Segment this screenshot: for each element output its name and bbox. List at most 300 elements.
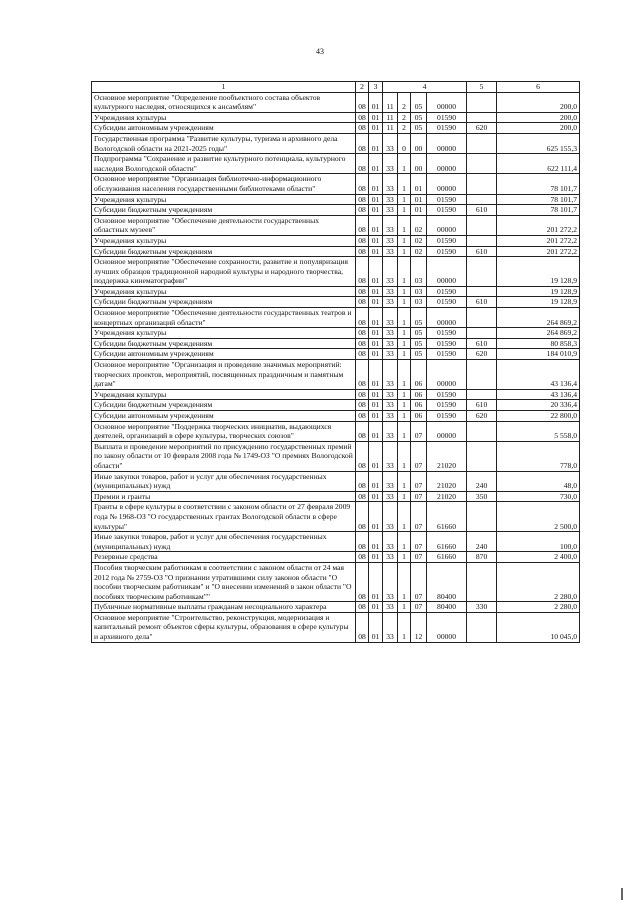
code-subsection: 01 [369, 602, 383, 613]
code-subsection: 01 [369, 421, 383, 441]
amount: 43 136,4 [497, 360, 580, 390]
code-subsection: 01 [369, 123, 383, 134]
table-header-row [92, 82, 580, 93]
table-row [92, 400, 580, 411]
table-row [92, 215, 580, 235]
item-name: Субсидии автономным учреждениям [92, 349, 356, 360]
table-row [92, 421, 580, 441]
code-expense-type: 870 [467, 552, 497, 563]
code-direction: 00000 [427, 174, 467, 194]
amount: 200,0 [497, 92, 580, 112]
item-name: Государственная программа "Развитие культуры, туризма и архивного дела Вологодской области на 2021-2025 годы" [92, 133, 356, 153]
code-direction: 61660 [427, 502, 467, 532]
item-name: Учреждения культуры [92, 112, 356, 123]
table-row [92, 602, 580, 613]
item-name: Пособия творческим работникам в соответствии с законом области от 24 мая 2012 года № 2759-ОЗ "О признании утратившими силу законов области "О пособии творческим работникам" и "О внесении изменений в закон области "О пособиях творческим работникам"" [92, 562, 356, 601]
table-row [92, 502, 580, 532]
code-expense-type [467, 235, 497, 246]
code-activity: 02 [411, 215, 427, 235]
code-activity: 07 [411, 502, 427, 532]
code-program: 33 [383, 491, 398, 502]
amount: 200,0 [497, 123, 580, 134]
code-expense-type: 610 [467, 400, 497, 411]
code-program: 33 [383, 215, 398, 235]
table-row [92, 154, 580, 174]
amount: 2 400,0 [497, 552, 580, 563]
code-expense-type [467, 612, 497, 642]
code-program: 33 [383, 400, 398, 411]
code-program: 33 [383, 411, 398, 422]
item-name: Субсидии автономным учреждениям [92, 123, 356, 134]
code-program: 33 [383, 297, 398, 308]
item-name: Учреждения культуры [92, 389, 356, 400]
code-activity: 02 [411, 235, 427, 246]
item-name: Выплата и проведение мероприятий по присуждению государственных премий по закону области от 10 февраля 2008 года № 1749-ОЗ "О премиях Вологодской области" [92, 441, 356, 471]
code-activity: 03 [411, 257, 427, 287]
code-activity: 06 [411, 389, 427, 400]
item-name: Субсидии автономным учреждениям [92, 411, 356, 422]
code-section: 08 [356, 612, 369, 642]
item-name: Основное мероприятие "Обеспечение сохранности, развитие и популяризация лучших образцов традиционной народной культуры и народного творчества, поддержка кинематографии" [92, 257, 356, 287]
code-subprogram: 1 [398, 174, 411, 194]
page-number: 43 [316, 47, 324, 56]
code-subprogram: 1 [398, 194, 411, 205]
amount: 778,0 [497, 441, 580, 471]
code-section: 08 [356, 123, 369, 134]
code-section: 08 [356, 389, 369, 400]
amount: 625 155,3 [497, 133, 580, 153]
table-row [92, 112, 580, 123]
code-expense-type [467, 112, 497, 123]
code-subprogram: 1 [398, 308, 411, 328]
code-direction: 01590 [427, 112, 467, 123]
amount: 80 858,3 [497, 338, 580, 349]
code-activity: 03 [411, 297, 427, 308]
code-program: 33 [383, 421, 398, 441]
item-name: Субсидии бюджетным учреждениям [92, 205, 356, 216]
table-row [92, 338, 580, 349]
code-program: 11 [383, 92, 398, 112]
table-row [92, 194, 580, 205]
code-subprogram: 1 [398, 411, 411, 422]
amount: 5 558,0 [497, 421, 580, 441]
code-section: 08 [356, 215, 369, 235]
code-subsection: 01 [369, 297, 383, 308]
header-cell: 4 [383, 82, 467, 93]
code-expense-type [467, 215, 497, 235]
code-activity: 05 [411, 308, 427, 328]
code-subsection: 01 [369, 205, 383, 216]
code-subsection: 01 [369, 400, 383, 411]
code-program: 33 [383, 441, 398, 471]
code-subsection: 01 [369, 552, 383, 563]
code-section: 08 [356, 491, 369, 502]
code-direction: 00000 [427, 612, 467, 642]
code-subprogram: 1 [398, 441, 411, 471]
code-direction: 00000 [427, 360, 467, 390]
code-expense-type: 330 [467, 602, 497, 613]
table-row [92, 491, 580, 502]
amount: 22 800,0 [497, 411, 580, 422]
code-activity: 05 [411, 92, 427, 112]
table-row [92, 257, 580, 287]
item-name: Основное мероприятие "Строительство, реконструкция, модернизация и капитальный ремонт объектов сферы культуры, образования в сфере культуры и архивного дела" [92, 612, 356, 642]
code-section: 08 [356, 257, 369, 287]
item-name: Подпрограмма "Сохранение и развитие культурного потенциала, культурного наследия Вологодской области" [92, 154, 356, 174]
code-program: 33 [383, 502, 398, 532]
code-subprogram: 2 [398, 112, 411, 123]
code-expense-type [467, 328, 497, 339]
item-name: Публичные нормативные выплаты гражданам несоциального характера [92, 602, 356, 613]
code-section: 08 [356, 133, 369, 153]
header-cell: 3 [369, 82, 383, 93]
code-activity: 07 [411, 441, 427, 471]
code-subprogram: 1 [398, 297, 411, 308]
code-expense-type: 240 [467, 471, 497, 491]
code-direction: 01590 [427, 297, 467, 308]
amount: 78 101,7 [497, 174, 580, 194]
header-cell: 6 [497, 82, 580, 93]
code-activity: 05 [411, 338, 427, 349]
code-expense-type: 610 [467, 205, 497, 216]
code-activity: 07 [411, 602, 427, 613]
code-program: 33 [383, 552, 398, 563]
code-subsection: 01 [369, 502, 383, 532]
table-row [92, 411, 580, 422]
code-direction: 01590 [427, 235, 467, 246]
code-expense-type [467, 502, 497, 532]
table-row [92, 389, 580, 400]
amount: 730,0 [497, 491, 580, 502]
code-program: 33 [383, 389, 398, 400]
table-row [92, 552, 580, 563]
code-direction: 01590 [427, 400, 467, 411]
code-subprogram: 1 [398, 471, 411, 491]
code-expense-type: 240 [467, 532, 497, 552]
amount: 264 869,2 [497, 308, 580, 328]
code-subprogram: 1 [398, 400, 411, 411]
code-section: 08 [356, 349, 369, 360]
code-program: 11 [383, 123, 398, 134]
amount: 19 128,9 [497, 257, 580, 287]
code-activity: 06 [411, 400, 427, 411]
code-subsection: 01 [369, 338, 383, 349]
code-program: 33 [383, 174, 398, 194]
table-row [92, 562, 580, 601]
scan-mark [621, 888, 623, 900]
code-direction: 01590 [427, 389, 467, 400]
code-section: 08 [356, 246, 369, 257]
code-direction: 00000 [427, 421, 467, 441]
code-subprogram: 0 [398, 133, 411, 153]
code-subprogram: 1 [398, 612, 411, 642]
code-direction: 00000 [427, 154, 467, 174]
code-activity: 02 [411, 246, 427, 257]
code-activity: 01 [411, 205, 427, 216]
code-subprogram: 1 [398, 246, 411, 257]
item-name: Гранты в сфере культуры в соответствии с законом области от 27 февраля 2009 года № 1968-ОЗ "О государственных грантах Вологодской области в сфере культуры" [92, 502, 356, 532]
code-subprogram: 1 [398, 257, 411, 287]
code-subsection: 01 [369, 471, 383, 491]
amount: 184 010,9 [497, 349, 580, 360]
code-subprogram: 1 [398, 349, 411, 360]
code-expense-type [467, 154, 497, 174]
code-expense-type [467, 360, 497, 390]
table-row [92, 328, 580, 339]
code-direction: 01590 [427, 205, 467, 216]
code-direction: 00000 [427, 308, 467, 328]
code-section: 08 [356, 562, 369, 601]
code-subprogram: 1 [398, 215, 411, 235]
code-expense-type [467, 389, 497, 400]
table-row [92, 123, 580, 134]
code-section: 08 [356, 174, 369, 194]
code-direction: 80400 [427, 562, 467, 601]
code-section: 08 [356, 411, 369, 422]
code-activity: 07 [411, 552, 427, 563]
code-program: 33 [383, 360, 398, 390]
table-row [92, 308, 580, 328]
code-program: 33 [383, 612, 398, 642]
amount: 201 272,2 [497, 215, 580, 235]
code-expense-type [467, 194, 497, 205]
code-program: 33 [383, 328, 398, 339]
code-program: 33 [383, 471, 398, 491]
code-subsection: 01 [369, 154, 383, 174]
code-expense-type [467, 562, 497, 601]
code-direction: 00000 [427, 215, 467, 235]
code-section: 08 [356, 286, 369, 297]
code-subsection: 01 [369, 92, 383, 112]
item-name: Премии и гранты [92, 491, 356, 502]
code-section: 08 [356, 532, 369, 552]
code-section: 08 [356, 471, 369, 491]
table-row [92, 235, 580, 246]
amount: 2 280,0 [497, 562, 580, 601]
amount: 19 128,9 [497, 286, 580, 297]
item-name: Иные закупки товаров, работ и услуг для обеспечения государственных (муниципальных) нужд [92, 471, 356, 491]
code-subsection: 01 [369, 215, 383, 235]
item-name: Основное мероприятие "Обеспечение деятельности государственных театров и концертных организаций области" [92, 308, 356, 328]
code-direction: 21020 [427, 441, 467, 471]
code-subsection: 01 [369, 308, 383, 328]
header-cell: 5 [467, 82, 497, 93]
code-section: 08 [356, 602, 369, 613]
budget-table [91, 81, 580, 643]
code-program: 11 [383, 112, 398, 123]
code-direction: 01590 [427, 123, 467, 134]
item-name: Учреждения культуры [92, 286, 356, 297]
code-section: 08 [356, 421, 369, 441]
item-name: Основное мероприятие "Определение пообъектного состава объектов культурного наследия, относящихся к ансамблям" [92, 92, 356, 112]
code-subprogram: 1 [398, 154, 411, 174]
code-section: 08 [356, 338, 369, 349]
code-section: 08 [356, 441, 369, 471]
header-cell: 1 [92, 82, 356, 93]
code-expense-type [467, 174, 497, 194]
code-expense-type: 610 [467, 246, 497, 257]
code-subprogram: 1 [398, 205, 411, 216]
code-subprogram: 1 [398, 532, 411, 552]
code-subsection: 01 [369, 133, 383, 153]
code-expense-type: 620 [467, 411, 497, 422]
amount: 2 280,0 [497, 602, 580, 613]
code-activity: 07 [411, 471, 427, 491]
code-program: 33 [383, 532, 398, 552]
code-section: 08 [356, 112, 369, 123]
item-name: Субсидии бюджетным учреждениям [92, 400, 356, 411]
code-activity: 05 [411, 328, 427, 339]
code-expense-type [467, 421, 497, 441]
table-row [92, 133, 580, 153]
code-activity: 07 [411, 562, 427, 601]
code-subprogram: 1 [398, 421, 411, 441]
code-direction: 01590 [427, 349, 467, 360]
code-subsection: 01 [369, 612, 383, 642]
table-row [92, 297, 580, 308]
code-activity: 01 [411, 194, 427, 205]
item-name: Субсидии бюджетным учреждениям [92, 338, 356, 349]
code-subprogram: 1 [398, 389, 411, 400]
code-program: 33 [383, 133, 398, 153]
code-direction: 01590 [427, 286, 467, 297]
code-program: 33 [383, 257, 398, 287]
code-program: 33 [383, 349, 398, 360]
code-section: 08 [356, 297, 369, 308]
code-expense-type [467, 308, 497, 328]
code-direction: 01590 [427, 246, 467, 257]
code-expense-type: 620 [467, 349, 497, 360]
code-direction: 21020 [427, 471, 467, 491]
code-activity: 00 [411, 133, 427, 153]
table-row [92, 349, 580, 360]
code-direction: 01590 [427, 338, 467, 349]
code-expense-type: 620 [467, 123, 497, 134]
code-program: 33 [383, 194, 398, 205]
code-subsection: 01 [369, 389, 383, 400]
code-program: 33 [383, 246, 398, 257]
code-expense-type: 610 [467, 338, 497, 349]
item-name: Иные закупки товаров, работ и услуг для обеспечения государственных (муниципальных) нужд [92, 532, 356, 552]
code-section: 08 [356, 400, 369, 411]
code-activity: 07 [411, 491, 427, 502]
code-direction: 00000 [427, 92, 467, 112]
code-expense-type: 610 [467, 297, 497, 308]
code-program: 33 [383, 205, 398, 216]
amount: 43 136,4 [497, 389, 580, 400]
amount: 10 045,0 [497, 612, 580, 642]
code-subsection: 01 [369, 491, 383, 502]
code-program: 33 [383, 154, 398, 174]
code-subsection: 01 [369, 257, 383, 287]
code-activity: 07 [411, 421, 427, 441]
header-cell: 2 [356, 82, 369, 93]
code-direction: 61660 [427, 532, 467, 552]
item-name: Учреждения культуры [92, 194, 356, 205]
code-subprogram: 2 [398, 92, 411, 112]
code-direction: 80400 [427, 602, 467, 613]
item-name: Основное мероприятие "Обеспечение деятельности государственных областных музеев" [92, 215, 356, 235]
code-subprogram: 1 [398, 328, 411, 339]
code-direction: 21020 [427, 491, 467, 502]
code-subsection: 01 [369, 328, 383, 339]
code-activity: 00 [411, 154, 427, 174]
code-section: 08 [356, 502, 369, 532]
table-row [92, 92, 580, 112]
code-program: 33 [383, 338, 398, 349]
table-row [92, 612, 580, 642]
code-subprogram: 2 [398, 123, 411, 134]
code-subsection: 01 [369, 360, 383, 390]
code-section: 08 [356, 552, 369, 563]
code-activity: 03 [411, 286, 427, 297]
code-subprogram: 1 [398, 552, 411, 563]
code-subsection: 01 [369, 286, 383, 297]
code-subsection: 01 [369, 441, 383, 471]
code-program: 33 [383, 286, 398, 297]
table-row [92, 360, 580, 390]
amount: 78 101,7 [497, 205, 580, 216]
table-row [92, 246, 580, 257]
code-subsection: 01 [369, 532, 383, 552]
item-name: Основное мероприятие "Организация библиотечно-информационного обслуживания населения государственными библиотеками области" [92, 174, 356, 194]
code-program: 33 [383, 308, 398, 328]
code-subsection: 01 [369, 112, 383, 123]
code-direction: 00000 [427, 257, 467, 287]
code-expense-type [467, 257, 497, 287]
amount: 201 272,2 [497, 235, 580, 246]
item-name: Субсидии бюджетным учреждениям [92, 297, 356, 308]
code-direction: 01590 [427, 328, 467, 339]
amount: 200,0 [497, 112, 580, 123]
code-subprogram: 1 [398, 235, 411, 246]
code-section: 08 [356, 92, 369, 112]
code-direction: 01590 [427, 194, 467, 205]
code-expense-type [467, 92, 497, 112]
code-expense-type [467, 133, 497, 153]
table-row [92, 471, 580, 491]
code-subprogram: 1 [398, 338, 411, 349]
code-program: 33 [383, 602, 398, 613]
table-row [92, 441, 580, 471]
table-row [92, 174, 580, 194]
code-section: 08 [356, 154, 369, 174]
code-section: 08 [356, 194, 369, 205]
code-program: 33 [383, 235, 398, 246]
code-subsection: 01 [369, 349, 383, 360]
code-section: 08 [356, 235, 369, 246]
item-name: Основное мероприятие "Организация и проведение значимых мероприятий: творческих проектов, мероприятий, посвященных праздничным и памятным датам" [92, 360, 356, 390]
item-name: Учреждения культуры [92, 235, 356, 246]
code-subsection: 01 [369, 174, 383, 194]
item-name: Резервные средства [92, 552, 356, 563]
amount: 48,0 [497, 471, 580, 491]
code-direction: 00000 [427, 133, 467, 153]
item-name: Основное мероприятие "Поддержка творческих инициатив, выдающихся деятелей, организаций в сфере культуры, творческих союзов" [92, 421, 356, 441]
code-activity: 05 [411, 123, 427, 134]
code-subprogram: 1 [398, 562, 411, 601]
code-subprogram: 1 [398, 286, 411, 297]
amount: 264 869,2 [497, 328, 580, 339]
code-activity: 12 [411, 612, 427, 642]
code-subprogram: 1 [398, 602, 411, 613]
code-section: 08 [356, 205, 369, 216]
code-subsection: 01 [369, 246, 383, 257]
amount: 20 336,4 [497, 400, 580, 411]
code-subprogram: 1 [398, 502, 411, 532]
amount: 78 101,7 [497, 194, 580, 205]
code-expense-type: 350 [467, 491, 497, 502]
